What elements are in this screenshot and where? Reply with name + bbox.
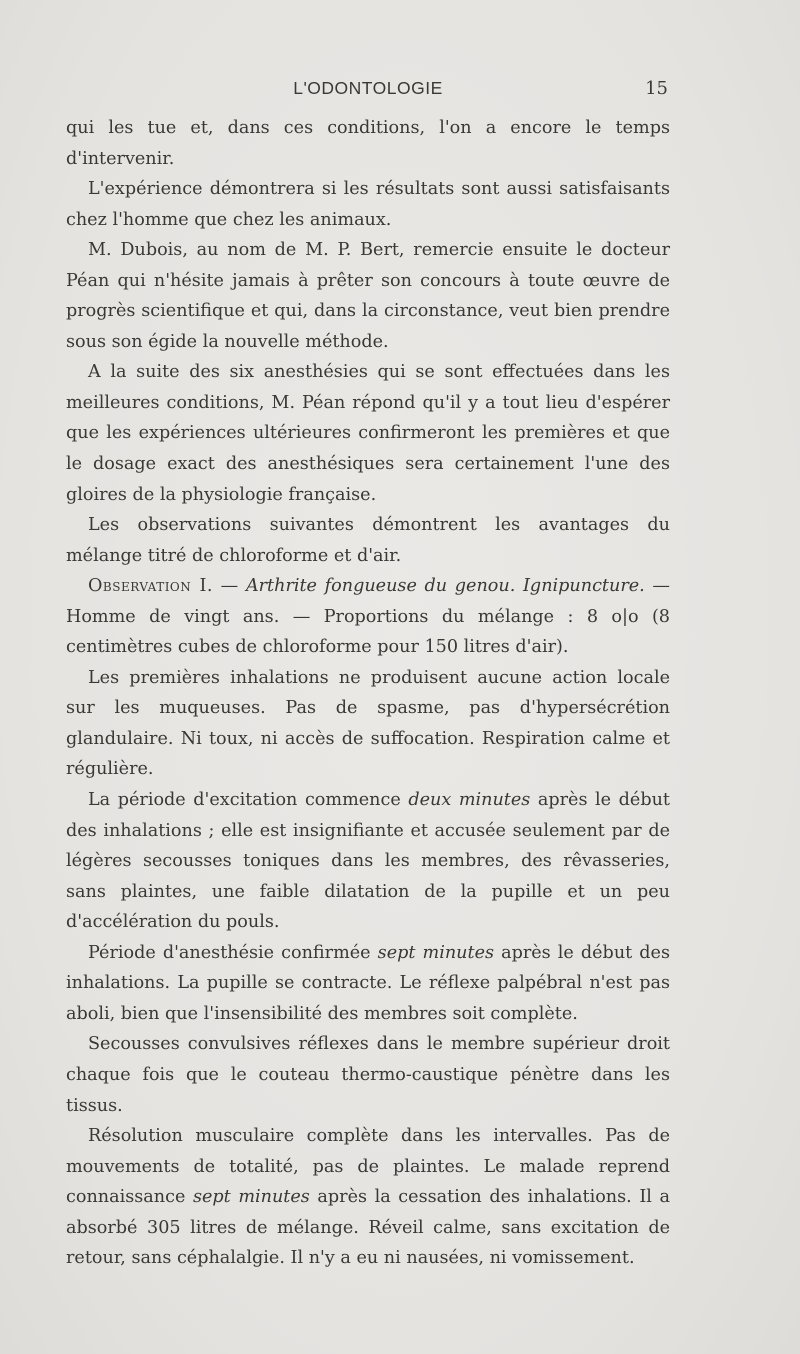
text-run: après la cessation des inhalations. Il a absorbé 305 litres de mélange. Réveil calme, sans excitation de retour, sans céphalalgie. Il n'y a eu ni nausées, ni vomissement. (66, 1187, 670, 1269)
paragraph-convulsions: Secousses convulsives réflexes dans le membre supérieur droit chaque fois que le couteau thermo-caustique pénètre dans les tissus. (66, 1034, 670, 1116)
text-run: Résolution musculaire complète dans les intervalles. Pas de mouvements de totalité, pas de plaintes. Le malade reprend connaissance (66, 1126, 670, 1208)
italic-run: deux minutes (408, 790, 531, 811)
observation-label: Observation I. (88, 576, 213, 597)
paragraph-observation-1 (66, 571, 670, 663)
observation-dash: — (213, 576, 246, 597)
paragraph-resolution (66, 1121, 670, 1274)
text-run: Période d'anesthésie confirmée (88, 942, 378, 963)
italic-run: sept minutes (192, 1187, 310, 1208)
text-run: après le début des inhalations ; elle est insignifiante et accusée seulement par de légères secousses toniques dans les membres, des rêvasseries, sans plaintes, une faible dilatation de la pupille et un peu d'accélération du pouls. (66, 790, 670, 933)
paragraph-continuation: qui les tue et, dans ces conditions, l'on a encore le temps d'intervenir. (66, 118, 670, 169)
page-number: 15 (645, 78, 668, 99)
paragraph-first-inhalations: Les premières inhalations ne produisent aucune action locale sur les muqueuses. Pas de spasme, pas d'hypersécrétion glandulaire. Ni toux, ni accès de suffocation. Respiration calme et régulière. (66, 667, 670, 780)
paragraph-experience: L'expérience démontrera si les résultats sont aussi satisfaisants chez l'homme que chez les animaux. (66, 179, 670, 230)
paragraph-anesthesia (66, 938, 670, 1030)
italic-run: sept minutes (377, 942, 495, 963)
observation-details: — Homme de vingt ans. — Proportions du mélange : 8 o|o (8 centimètres cubes de chloroforme pour 150 litres d'air). (66, 576, 671, 658)
page-header (66, 78, 670, 104)
paragraph-dubois: M. Dubois, au nom de M. P. Bert, remercie ensuite le docteur Péan qui n'hésite jamais à prêter son concours à toute œuvre de progrès scientifique et qui, dans la circonstance, veut bien prendre sous son égide la nouvelle méthode. (66, 240, 670, 352)
body-text (66, 113, 670, 1274)
paragraph-observations-intro: Les observations suivantes démontrent les avantages du mélange titré de chloroforme et d'air. (66, 515, 670, 566)
text-run: La période d'excitation commence (88, 790, 409, 811)
observation-title: Arthrite fongueuse du genou. Ignipuncture. (245, 576, 645, 597)
running-title: L'ODONTOLOGIE (293, 78, 443, 98)
paragraph-pean: A la suite des six anesthésies qui se sont effectuées dans les meilleures conditions, M. Péan répond qu'il y a tout lieu d'espérer que les expériences ultérieures confirmeront les premières et que le dosage exact des anesthésiques sera certainement l'une des gloires de la physiologie française. (66, 362, 670, 505)
paragraph-excitation (66, 785, 670, 938)
text-run: après le début des inhalations. La pupille se contracte. Le réflexe palpébral n'est pas aboli, bien que l'insensibilité des membres soit complète. (66, 942, 670, 1024)
